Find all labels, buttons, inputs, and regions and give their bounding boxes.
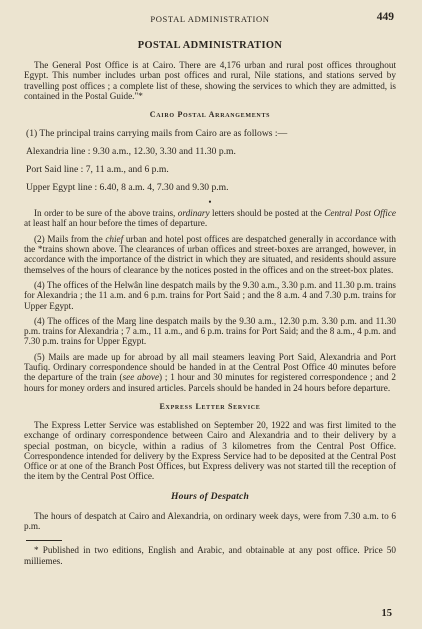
- dot-ornament: •: [208, 197, 212, 208]
- train-line-port-said: Port Said line : 7, 11 a.m., and 6 p.m.: [26, 164, 169, 176]
- paragraph-urban-mails: (2) Mails from the chief urban and hotel post offices are despatched generally in accordance with the *trains shown above. The clearances of urban offices and street-boxes are arranged, however, in accordance with the importance of the district in which they are situated, and residents should assure themselves of the hours of clearance by the notices posted in the offices and on the street-box plates.: [24, 233, 396, 275]
- page-title: POSTAL ADMINISTRATION: [137, 40, 283, 51]
- trains-intro: (1) The principal trains carrying mails from Cairo are as follows :—: [26, 128, 288, 140]
- paragraph-abroad-mails: (5) Mails are made up for abroad by all mail steamers leaving Port Said, Alexandria and Port Taufiq. Ordinary correspondence should be handed in at the Central Post Office 40 minutes before the departure of the train (see above) ; 1 hour and 30 minutes for registered correspondence ; and 2 hours for money orders and insured articles. Parcels should be handed in 24 hours before departure.: [24, 351, 396, 393]
- paragraph-marg-line: (4) The offices of the Marg line despatch mails by the 9.30 a.m., 12.30 p.m. 3.30 p.m. and 11.30 p.m. trains for Alexandria ; 7 a.m., 11 a.m., and 6 p.m. trains for Port Said; and the 8 a.m., 4 p.m. and 7.30 p.m. trains for Upper Egypt.: [24, 315, 396, 347]
- page-number: 449: [376, 11, 394, 23]
- footer-page-number: 15: [381, 608, 392, 619]
- train-line-alexandria: Alexandria line : 9.30 a.m., 12.30, 3.30 and 11.30 p.m.: [26, 146, 236, 158]
- section-heading-hours: Hours of Despatch: [170, 490, 250, 502]
- running-head-title: POSTAL ADMINISTRATION: [150, 14, 270, 24]
- footnote: * Published in two editions, English and Arabic, and obtainable at any post office. Price 50 milliemes.: [24, 545, 396, 566]
- paragraph-express-service: The Express Letter Service was established on September 20, 1922 and was first limited to the exchange of ordinary correspondence between Cairo and Alexandria and to their delivery by a special postman, on bicycle, within a radius of 3 kilometres from the Central Post Office. Correspondence intended for delivery by the Express Service had to be deposited at the Central Post Office or at one of the Branch Post Offices, but Express delivery was not started till the reception of the item by the Central Post Office.: [24, 419, 396, 482]
- footnote-divider: [26, 540, 62, 541]
- train-line-upper-egypt: Upper Egypt line : 6.40, 8 a.m. 4, 7.30 and 9.30 p.m.: [26, 182, 229, 194]
- paragraph-helwan-line: (4) The offices of the Helwân line despatch mails by the 9.30 a.m., 3.30 p.m. and 11.30 p.m. trains for Alexandria ; the 11 a.m. and 6 p.m. trains for Port Said ; and the 8 a.m. 4 and 7.30 p.m. trains for Upper Egypt.: [24, 279, 396, 311]
- paragraph-posting-times: In order to be sure of the above trains, ordinary letters should be posted at the Central Post Office at least half an hour before the times of departure.: [24, 208, 396, 229]
- section-heading-cairo: Cairo Postal Arrangements: [149, 110, 271, 120]
- running-head: [24, 11, 396, 24]
- intro-paragraph: The General Post Office is at Cairo. There are 4,176 urban and rural post offices throughout Egypt. This number includes urban post offices and rural, Nile stations, and stations served by travelling post offices ; a complete list of these, showing the services to which they are admitted, is contained in the Postal Guide."*: [24, 60, 396, 101]
- paragraph-hours: The hours of despatch at Cairo and Alexandria, on ordinary week days, were from 7.30 a.m. to 6 p.m.: [24, 510, 396, 532]
- train-schedule: [24, 128, 396, 193]
- section-heading-express: Express Letter Service: [159, 401, 261, 411]
